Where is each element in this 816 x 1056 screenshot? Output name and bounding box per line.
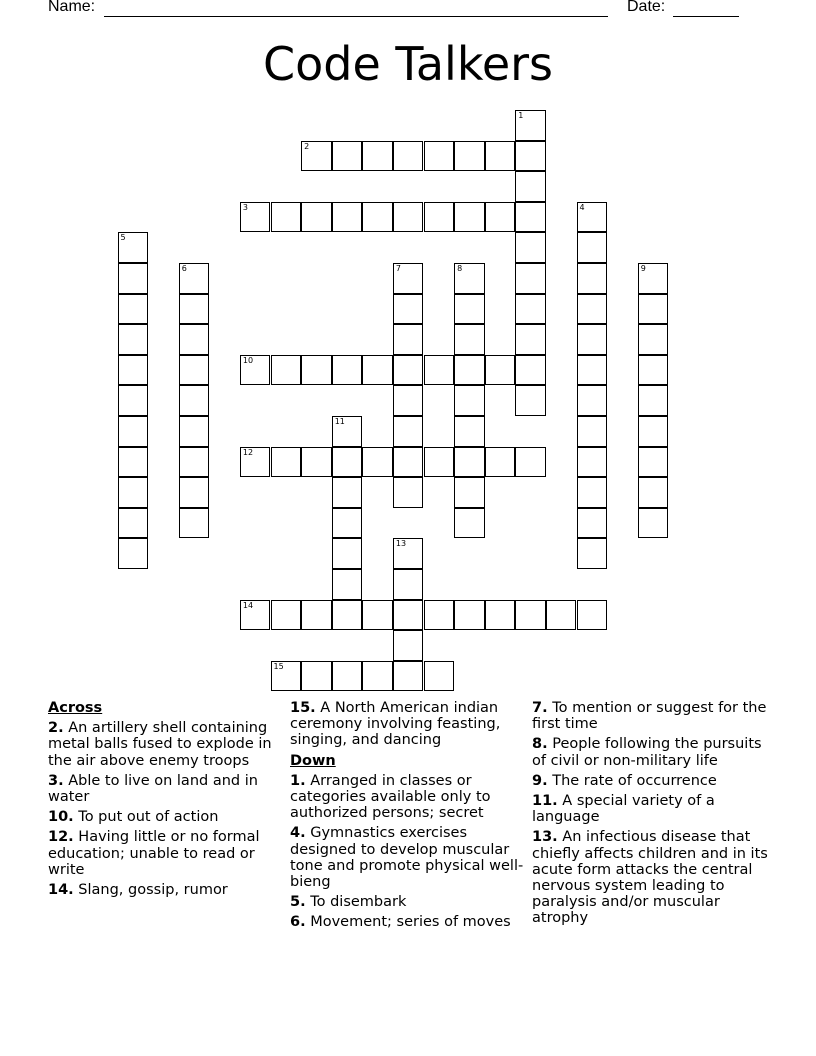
clue-down-5: 5. To disembark bbox=[290, 894, 407, 911]
grid-cell[interactable] bbox=[362, 355, 393, 386]
grid-cell[interactable] bbox=[393, 630, 424, 661]
grid-cell[interactable] bbox=[179, 355, 210, 386]
grid-cell[interactable] bbox=[454, 600, 485, 631]
clue-number: 7 bbox=[395, 264, 401, 273]
grid-cell[interactable] bbox=[393, 324, 424, 355]
grid-cell[interactable] bbox=[638, 263, 669, 294]
grid-cell[interactable] bbox=[179, 294, 210, 325]
grid-cell[interactable] bbox=[577, 385, 608, 416]
grid-cell[interactable] bbox=[515, 355, 546, 386]
grid-cell[interactable] bbox=[301, 355, 332, 386]
clue-down-8: 8. People following the pursuits of civil or non-military life bbox=[532, 736, 762, 769]
grid-cell[interactable] bbox=[240, 355, 271, 386]
grid-cell[interactable] bbox=[393, 600, 424, 631]
grid-cell[interactable] bbox=[577, 447, 608, 478]
grid-cell[interactable] bbox=[271, 447, 302, 478]
clue-number: 14 bbox=[242, 600, 254, 610]
grid-cell[interactable] bbox=[577, 232, 608, 263]
grid-cell[interactable] bbox=[393, 477, 424, 508]
grid-cell[interactable] bbox=[393, 263, 424, 294]
grid-cell[interactable] bbox=[393, 447, 424, 478]
grid-cell[interactable] bbox=[577, 538, 608, 569]
grid-cell[interactable] bbox=[118, 294, 149, 325]
grid-cell[interactable] bbox=[515, 110, 546, 141]
clue-across-15: 15. A North American indian ceremony involving feasting, singing, and dancing bbox=[290, 700, 501, 749]
clue-number: 2 bbox=[304, 141, 310, 151]
across-heading: Across bbox=[48, 700, 103, 716]
clue-down-1: 1. Arranged in classes or categories available only to authorized persons; secret bbox=[290, 772, 491, 822]
grid-cell[interactable] bbox=[332, 508, 363, 539]
grid-cell[interactable] bbox=[424, 202, 455, 233]
grid-cell[interactable] bbox=[577, 263, 608, 294]
grid-cell[interactable] bbox=[424, 355, 455, 386]
grid-cell[interactable] bbox=[332, 661, 363, 692]
clues-column-3 bbox=[532, 700, 772, 931]
grid-cell[interactable] bbox=[332, 416, 363, 447]
grid-cell[interactable] bbox=[179, 477, 210, 508]
grid-cell[interactable] bbox=[424, 600, 455, 631]
clue-down-9: 9. The rate of occurrence bbox=[532, 772, 717, 789]
grid-cell[interactable] bbox=[179, 385, 210, 416]
grid-cell[interactable] bbox=[638, 294, 669, 325]
clue-across-2: 2. An artillery shell containing metal balls fused to explode in the air above enemy troops bbox=[48, 720, 272, 769]
grid-cell[interactable] bbox=[240, 447, 271, 478]
grid-cell[interactable] bbox=[271, 202, 302, 233]
grid-cell[interactable] bbox=[393, 355, 424, 386]
clue-number: 3 bbox=[242, 202, 248, 212]
grid-cell[interactable] bbox=[271, 600, 302, 631]
page-title: Code Talkers bbox=[262, 37, 553, 91]
grid-cell[interactable] bbox=[118, 477, 149, 508]
date-label: Date: bbox=[627, 0, 666, 15]
grid-cell[interactable] bbox=[332, 569, 363, 600]
clue-down-6: 6. Movement; series of moves bbox=[290, 914, 511, 931]
grid-cell[interactable] bbox=[301, 202, 332, 233]
grid-cell[interactable] bbox=[362, 202, 393, 233]
grid-cell[interactable] bbox=[485, 141, 516, 172]
grid-cell[interactable] bbox=[454, 202, 485, 233]
clue-number: 6 bbox=[181, 264, 187, 273]
grid-cell[interactable] bbox=[515, 202, 546, 233]
grid-cell[interactable] bbox=[118, 324, 149, 355]
down-heading: Down bbox=[290, 752, 336, 769]
grid-cell[interactable] bbox=[301, 600, 332, 631]
grid-cell[interactable] bbox=[577, 202, 608, 233]
grid-cell[interactable] bbox=[301, 447, 332, 478]
grid-cell[interactable] bbox=[301, 661, 332, 692]
grid-cell[interactable] bbox=[179, 416, 210, 447]
grid-cell[interactable] bbox=[515, 232, 546, 263]
grid-cell[interactable] bbox=[454, 477, 485, 508]
grid-cell[interactable] bbox=[271, 355, 302, 386]
grid-cell[interactable] bbox=[118, 447, 149, 478]
grid-cell[interactable] bbox=[118, 385, 149, 416]
grid-cell[interactable] bbox=[393, 569, 424, 600]
grid-cell[interactable] bbox=[393, 202, 424, 233]
grid-cell[interactable] bbox=[515, 263, 546, 294]
grid-cell[interactable] bbox=[424, 447, 455, 478]
grid-cell[interactable] bbox=[577, 508, 608, 539]
grid-cell[interactable] bbox=[577, 324, 608, 355]
grid-cell[interactable] bbox=[515, 447, 546, 478]
clue-number: 4 bbox=[579, 202, 585, 212]
grid-cell[interactable] bbox=[332, 202, 363, 233]
clue-number: 13 bbox=[395, 539, 407, 549]
grid-cell[interactable] bbox=[485, 202, 516, 233]
clue-across-3: 3. Able to live on land and in water bbox=[48, 772, 258, 806]
grid-cell[interactable] bbox=[424, 661, 455, 692]
grid-cell[interactable] bbox=[362, 600, 393, 631]
clue-down-11: 11. A special variety of a language bbox=[532, 793, 715, 826]
grid-cell[interactable] bbox=[118, 416, 149, 447]
grid-cell[interactable] bbox=[638, 355, 669, 386]
clue-across-14: 14. Slang, gossip, rumor bbox=[48, 882, 228, 899]
grid-cell[interactable] bbox=[638, 416, 669, 447]
grid-cell[interactable] bbox=[179, 324, 210, 355]
grid-cell[interactable] bbox=[485, 355, 516, 386]
grid-cell[interactable] bbox=[240, 202, 271, 233]
grid-cell[interactable] bbox=[454, 263, 485, 294]
grid-cell[interactable] bbox=[485, 600, 516, 631]
grid-cell[interactable] bbox=[424, 141, 455, 172]
grid-cell[interactable] bbox=[118, 263, 149, 294]
clue-number: 5 bbox=[120, 233, 126, 243]
grid-cell[interactable] bbox=[638, 447, 669, 478]
clue-number: 1 bbox=[518, 111, 524, 120]
grid-cell[interactable] bbox=[577, 600, 608, 631]
grid-cell[interactable] bbox=[454, 416, 485, 447]
grid-cell[interactable] bbox=[393, 538, 424, 569]
grid-cell[interactable] bbox=[454, 385, 485, 416]
grid-cell[interactable] bbox=[577, 355, 608, 386]
grid-cell[interactable] bbox=[393, 416, 424, 447]
grid-cell[interactable] bbox=[393, 661, 424, 692]
grid-cell[interactable] bbox=[638, 324, 669, 355]
grid-cell[interactable] bbox=[393, 294, 424, 325]
grid-cell[interactable] bbox=[454, 508, 485, 539]
grid-cell[interactable] bbox=[332, 600, 363, 631]
clue-number: 15 bbox=[273, 661, 284, 671]
grid-cell[interactable] bbox=[362, 661, 393, 692]
grid-cell[interactable] bbox=[454, 355, 485, 386]
clue-down-4: 4. Gymnastics exercises designed to develop muscular tone and promote physical well-bieng bbox=[290, 825, 524, 891]
clues-column-1 bbox=[48, 700, 288, 902]
grid-cell[interactable] bbox=[546, 600, 577, 631]
clue-across-10: 10. To put out of action bbox=[48, 809, 219, 826]
clue-number: 11 bbox=[334, 417, 345, 426]
grid-cell[interactable] bbox=[515, 294, 546, 325]
grid-cell[interactable] bbox=[179, 263, 210, 294]
clue-number: 10 bbox=[242, 355, 254, 365]
grid-cell[interactable] bbox=[577, 477, 608, 508]
grid-cell[interactable] bbox=[271, 661, 302, 692]
grid-cell[interactable] bbox=[515, 600, 546, 631]
grid-cell[interactable] bbox=[638, 477, 669, 508]
grid-cell[interactable] bbox=[485, 447, 516, 478]
grid-cell[interactable] bbox=[515, 141, 546, 172]
grid-cell[interactable] bbox=[638, 385, 669, 416]
grid-cell[interactable] bbox=[515, 385, 546, 416]
grid-cell[interactable] bbox=[454, 447, 485, 478]
grid-cell[interactable] bbox=[454, 324, 485, 355]
grid-cell[interactable] bbox=[240, 600, 271, 631]
grid-cell[interactable] bbox=[179, 447, 210, 478]
name-label: Name: bbox=[48, 0, 96, 15]
grid-cell[interactable] bbox=[393, 385, 424, 416]
grid-cell[interactable] bbox=[638, 508, 669, 539]
grid-cell[interactable] bbox=[454, 141, 485, 172]
clue-across-12: 12. Having little or no formal education; unable to read or write bbox=[48, 829, 260, 878]
grid-cell[interactable] bbox=[332, 538, 363, 569]
clue-number: 9 bbox=[640, 264, 646, 273]
grid-cell[interactable] bbox=[393, 141, 424, 172]
grid-cell[interactable] bbox=[118, 538, 149, 569]
grid-cell[interactable] bbox=[362, 141, 393, 172]
grid-cell[interactable] bbox=[454, 294, 485, 325]
grid-cell[interactable] bbox=[118, 355, 149, 386]
grid-cell[interactable] bbox=[118, 232, 149, 263]
grid-cell[interactable] bbox=[362, 447, 393, 478]
grid-cell[interactable] bbox=[179, 508, 210, 539]
clues-column-2 bbox=[290, 700, 530, 935]
grid-cell[interactable] bbox=[332, 447, 363, 478]
grid-cell[interactable] bbox=[332, 141, 363, 172]
grid-cell[interactable] bbox=[577, 294, 608, 325]
grid-cell[interactable] bbox=[332, 355, 363, 386]
clue-down-7: 7. To mention or suggest for the first time bbox=[532, 700, 767, 733]
clue-number: 12 bbox=[242, 447, 254, 457]
clue-number: 8 bbox=[457, 264, 463, 273]
clue-down-13: 13. An infectious disease that chiefly affects children and in its acute form attacks the central nervous system leading to paralysis and/or muscular atrophy bbox=[532, 829, 768, 927]
grid-cell[interactable] bbox=[118, 508, 149, 539]
grid-cell[interactable] bbox=[301, 141, 332, 172]
grid-cell[interactable] bbox=[515, 171, 546, 202]
grid-cell[interactable] bbox=[515, 324, 546, 355]
grid-cell[interactable] bbox=[332, 477, 363, 508]
grid-cell[interactable] bbox=[577, 416, 608, 447]
